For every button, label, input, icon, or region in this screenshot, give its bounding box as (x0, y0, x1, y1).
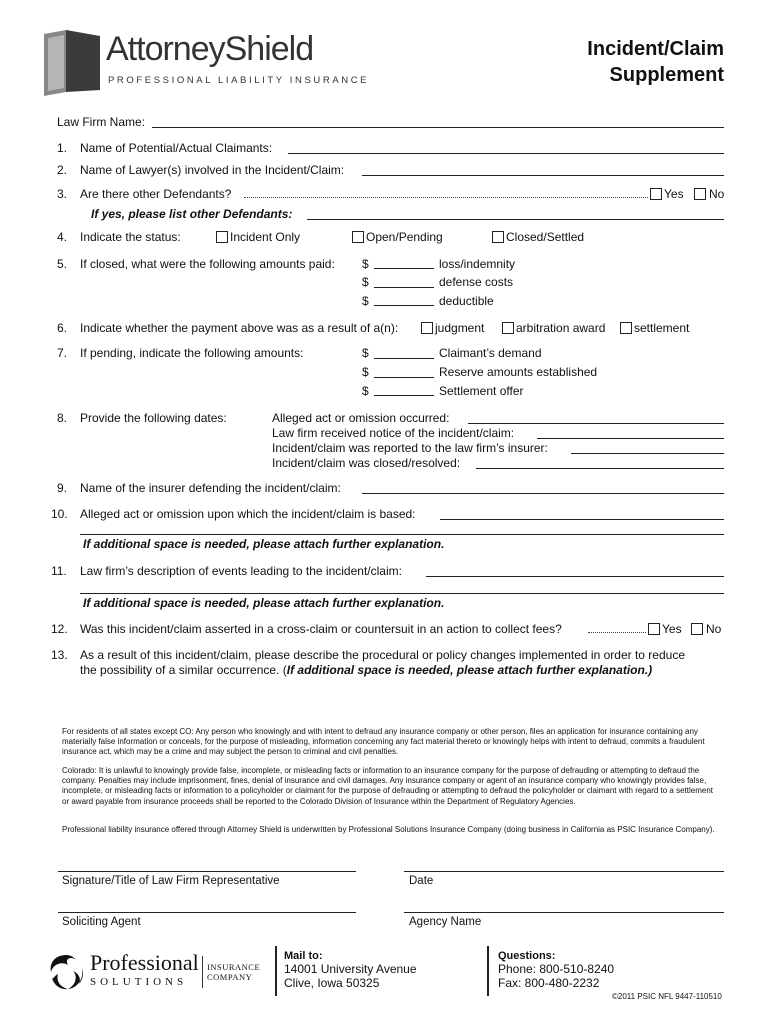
q3-label: Are there other Defendants? (80, 187, 232, 201)
q10-label: Alleged act or omission upon which the incident/claim is based: (80, 507, 416, 521)
soliciting-agent-label: Soliciting Agent (62, 916, 141, 928)
q9-label: Name of the insurer defending the incident/claim: (80, 481, 341, 495)
soliciting-agent-line[interactable] (58, 912, 356, 913)
mail-address-1: 14001 University Avenue (284, 962, 417, 976)
q6-number: 6. (57, 321, 68, 335)
swirl-icon (46, 952, 86, 992)
q7-reserve-label: Reserve amounts established (439, 365, 598, 379)
q6-settlement-checkbox[interactable] (620, 322, 632, 334)
q7-offer-label: Settlement offer (439, 384, 524, 398)
disclaimer-underwriter: Professional liability insurance offered through Attorney Shield is underwritten by Professional Solutions Insurance Company (doing business in California as PSIC Insurance Company). (62, 825, 715, 834)
q7-offer-field[interactable] (374, 395, 434, 396)
q11-label: Law firm’s description of events leading to the incident/claim: (80, 564, 402, 578)
book-icon (44, 30, 102, 96)
q3-no-checkbox[interactable] (694, 188, 706, 200)
q9-number: 9. (57, 481, 68, 495)
law-firm-name-label: Law Firm Name: (57, 115, 146, 129)
footer-divider-2 (487, 946, 489, 996)
q12-no-checkbox[interactable] (691, 623, 703, 635)
q3-defendants-field[interactable] (307, 219, 724, 220)
q4-number: 4. (57, 230, 68, 244)
ps-name: Professional (90, 950, 199, 975)
ps-ins-line-1: INSURANCE (207, 962, 261, 972)
q2-number: 2. (57, 163, 68, 177)
page-title (587, 36, 724, 88)
q11-number: 11. (51, 564, 67, 578)
q6-arbitration-label: arbitration award (516, 321, 606, 335)
q13-line-1: As a result of this incident/claim, please describe the procedural or policy changes implemented in order to reduce (80, 648, 685, 662)
q3-number: 3. (57, 187, 68, 201)
q1-field[interactable] (288, 153, 724, 154)
q8-d1-field[interactable] (468, 423, 724, 424)
q5-defense-label: defense costs (439, 275, 514, 289)
q3-yes-label: Yes (664, 187, 684, 201)
q5-deductible-field[interactable] (374, 305, 434, 306)
q4-open-pending-checkbox[interactable] (352, 231, 364, 243)
agency-name-label: Agency Name (409, 916, 482, 928)
title-line-1: Incident/Claim (587, 38, 724, 60)
q9-field[interactable] (362, 493, 724, 494)
fax-number: Fax: 800-480-2232 (498, 976, 600, 990)
q1-label: Name of Potential/Actual Claimants: (80, 141, 273, 155)
q4-open-pending-label: Open/Pending (366, 230, 443, 244)
q7-dollar-2: $ (362, 365, 369, 379)
q10-field[interactable] (440, 519, 724, 520)
q2-field[interactable] (362, 175, 724, 176)
ps-ins-line-2: COMPANY (207, 972, 253, 982)
q5-loss-label: loss/indemnity (439, 257, 516, 271)
q10-number: 10. (51, 507, 68, 521)
q3-sub-label: If yes, please list other Defendants: (91, 207, 293, 221)
q5-defense-field[interactable] (374, 287, 434, 288)
q1-number: 1. (57, 141, 68, 155)
q8-d2-label: Law firm received notice of the incident/claim: (272, 426, 515, 440)
q11-note: If additional space is needed, please attach further explanation. (83, 596, 445, 610)
q3-no-label: No (709, 187, 725, 201)
title-line-2: Supplement (609, 64, 724, 86)
q12-yes-label: Yes (662, 622, 682, 636)
logo-tagline: PROFESSIONAL LIABILITY INSURANCE (108, 75, 370, 86)
phone-number: Phone: 800-510-8240 (498, 962, 615, 976)
q4-closed-settled-label: Closed/Settled (506, 230, 585, 244)
questions-label: Questions: (498, 950, 556, 962)
q13-number: 13. (51, 648, 68, 662)
q12-no-label: No (706, 622, 722, 636)
q12-label: Was this incident/claim asserted in a cross-claim or countersuit in an action to collect fees? (80, 622, 562, 636)
q8-d4-label: Incident/claim was closed/resolved: (272, 456, 461, 470)
q8-d3-label: Incident/claim was reported to the law firm’s insurer: (272, 441, 548, 455)
q10-field-line-2[interactable] (80, 534, 724, 535)
q5-dollar-3: $ (362, 294, 369, 308)
q7-dollar-1: $ (362, 346, 369, 360)
law-firm-name-field[interactable] (152, 127, 724, 128)
q5-number: 5. (57, 257, 68, 271)
mail-address-2: Clive, Iowa 50325 (284, 976, 380, 990)
signature-label: Signature/Title of Law Firm Representative (62, 875, 280, 887)
professional-solutions-logo (46, 950, 266, 994)
q5-dollar-2: $ (362, 275, 369, 289)
q11-field-line-2[interactable] (80, 593, 724, 594)
q12-yes-checkbox[interactable] (648, 623, 660, 635)
logo-name: AttorneyShield (106, 30, 314, 68)
q13-line-2-text: the possibility of a similar occurrence. ( (80, 663, 287, 677)
q4-incident-only-checkbox[interactable] (216, 231, 228, 243)
q11-field[interactable] (426, 576, 724, 577)
q2-label: Name of Lawyer(s) involved in the Incident/Claim: (80, 163, 345, 177)
date-label: Date (409, 875, 434, 887)
q4-label: Indicate the status: (80, 230, 181, 244)
q7-number: 7. (57, 346, 68, 360)
q7-reserve-field[interactable] (374, 377, 434, 378)
q13-line-2-note: If additional space is needed, please attach further explanation.) (286, 663, 653, 677)
q8-d1-label: Alleged act or omission occurred: (272, 411, 450, 425)
q5-deductible-label: deductible (439, 294, 494, 308)
q4-incident-only-label: Incident Only (230, 230, 301, 244)
q7-demand-label: Claimant’s demand (439, 346, 542, 360)
ps-sub: SOLUTIONS (90, 976, 188, 988)
q5-dollar-1: $ (362, 257, 369, 271)
footer-divider-1 (275, 946, 277, 996)
q4-closed-settled-checkbox[interactable] (492, 231, 504, 243)
q8-d4-field[interactable] (476, 468, 724, 469)
q8-d3-field[interactable] (571, 453, 724, 454)
q6-settlement-label: settlement (634, 321, 690, 335)
ps-divider (202, 956, 203, 988)
q5-loss-field[interactable] (374, 268, 434, 269)
attorneyshield-logo (44, 30, 370, 96)
mail-label: Mail to: (284, 950, 323, 962)
q12-dot-leader (588, 632, 646, 633)
q5-label: If closed, what were the following amounts paid: (80, 257, 335, 271)
q12-number: 12. (51, 622, 68, 636)
q7-dollar-3: $ (362, 384, 369, 398)
q8-number: 8. (57, 411, 68, 425)
agency-name-line[interactable] (404, 912, 724, 913)
q13-line-2 (80, 663, 652, 677)
q6-judgment-checkbox[interactable] (421, 322, 433, 334)
date-line[interactable] (404, 871, 724, 872)
q10-note: If additional space is needed, please attach further explanation. (83, 537, 445, 551)
q6-judgment-label: judgment (435, 321, 485, 335)
q8-d2-field[interactable] (537, 438, 724, 439)
ps-insurance-company (207, 962, 260, 982)
q3-yes-checkbox[interactable] (650, 188, 662, 200)
signature-line[interactable] (58, 871, 356, 872)
q3-dot-leader (244, 197, 648, 198)
q7-demand-field[interactable] (374, 358, 434, 359)
q8-label: Provide the following dates: (80, 411, 227, 425)
disclaimer-all-states: For residents of all states except CO: Any person who knowingly and with intent to defraud any insurance company or other person, files an application for insurance containing any materially false information or conceals, for the purpose of misleading, information concerning any fact material thereto or knowingly helps with intent to defraud, commits a fraudulent insurance act, which may be a crime and may subject the person to criminal and civil penalties. (62, 727, 705, 757)
q7-label: If pending, indicate the following amounts: (80, 346, 304, 360)
disclaimer-colorado: Colorado: It is unlawful to knowingly provide false, incomplete, or misleading facts or information to an insurance company for the purpose of defrauding or attempting to defraud the company. Penalties may include imprisonment, fines, denial of insurance and civil damages. Any insurance company or agent of an insurance company who knowingly provides false, incomplete, or misleading facts or information to a policyholder or claimant for the purpose of defrauding or attempting to defraud the policyholder or claimant with regard to a settlement or award payable from insurance proceeds shall be reported to the Colorado Division of Insurance within the Department of Regulatory Agencies. (62, 766, 714, 806)
q6-arbitration-checkbox[interactable] (502, 322, 514, 334)
q6-label: Indicate whether the payment above was as a result of a(n): (80, 321, 399, 335)
form-code: ©2011 PSIC NFL 9447-110510 (612, 992, 722, 1001)
